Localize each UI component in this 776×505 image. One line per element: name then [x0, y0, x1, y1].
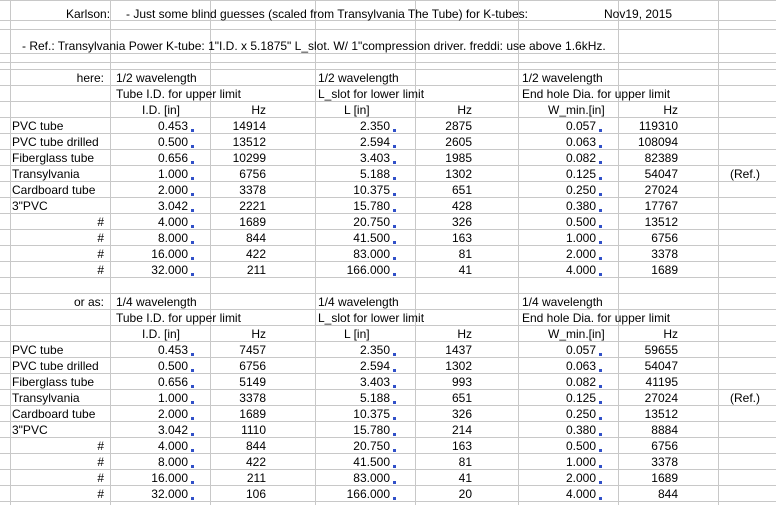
cell-comment-indicator	[599, 129, 602, 132]
value-cell[interactable]: 1.000	[157, 167, 188, 181]
cell-comment-indicator	[191, 177, 194, 180]
hz-cell[interactable]: 54047	[644, 359, 678, 373]
row-label[interactable]: 3"PVC	[12, 199, 48, 213]
row-label[interactable]: Fiberglass tube	[12, 151, 95, 165]
value-cell[interactable]: 16.000	[151, 471, 188, 485]
row-label[interactable]: PVC tube drilled	[12, 135, 99, 149]
cell-comment-indicator	[191, 241, 194, 244]
value-cell[interactable]: 2.350	[359, 119, 390, 133]
group-title[interactable]: 1/4 wavelength	[318, 295, 399, 309]
cell-comment-indicator	[191, 417, 194, 420]
cell-comment-indicator	[599, 273, 602, 276]
date-cell[interactable]: Nov19, 2015	[604, 7, 673, 21]
value-cell[interactable]: 0.057	[565, 343, 596, 357]
hz-cell[interactable]: 163	[451, 231, 472, 245]
value-column-header[interactable]: L [in]	[344, 103, 370, 117]
value-cell[interactable]: 0.380	[565, 423, 596, 437]
row-label[interactable]: Transylvania	[12, 391, 80, 405]
hz-cell[interactable]: 326	[451, 215, 472, 229]
hz-cell[interactable]: 41195	[645, 375, 678, 389]
value-cell[interactable]: 2.000	[157, 183, 188, 197]
hz-cell[interactable]: 3378	[239, 391, 266, 405]
cell-comment-indicator	[599, 465, 602, 468]
group-title[interactable]: 1/2 wavelength	[116, 71, 197, 85]
cell-comment-indicator	[393, 161, 396, 164]
row-label[interactable]: Transylvania	[12, 167, 80, 181]
hz-cell[interactable]: 1302	[445, 359, 472, 373]
value-cell[interactable]: 1.000	[565, 455, 596, 469]
hz-cell[interactable]: 81	[458, 455, 472, 469]
hz-cell[interactable]: 106	[245, 487, 266, 501]
hz-cell[interactable]: 13512	[644, 407, 678, 421]
cell-comment-indicator	[599, 449, 602, 452]
cell-comment-indicator	[393, 241, 396, 244]
value-cell[interactable]: 41.500	[353, 231, 390, 245]
value-cell[interactable]: 2.000	[565, 471, 596, 485]
value-cell[interactable]: 2.594	[359, 359, 390, 373]
hz-cell[interactable]: 13512	[644, 215, 678, 229]
hz-cell[interactable]: 20	[458, 487, 472, 501]
row-label[interactable]: #	[97, 231, 104, 245]
row-label[interactable]: #	[97, 263, 104, 277]
group-subtitle[interactable]: L_slot for lower limit	[318, 87, 425, 101]
cell-comment-indicator	[599, 177, 602, 180]
value-cell[interactable]: 15.780	[353, 199, 390, 213]
hz-cell[interactable]: 7457	[239, 343, 266, 357]
cell-comment-indicator	[599, 369, 602, 372]
value-cell[interactable]: 0.057	[565, 119, 596, 133]
value-column-header[interactable]: W_min.[in]	[548, 103, 605, 117]
cell-comment-indicator	[599, 385, 602, 388]
cell-comment-indicator	[191, 209, 194, 212]
hz-cell[interactable]: 1437	[445, 343, 472, 357]
hz-cell[interactable]: 651	[451, 183, 472, 197]
cell-comment-indicator	[393, 417, 396, 420]
value-cell[interactable]: 1.000	[157, 391, 188, 405]
value-cell[interactable]: 8.000	[157, 231, 188, 245]
cell-comment-indicator	[393, 465, 396, 468]
hz-cell[interactable]: 422	[245, 247, 266, 261]
value-cell[interactable]: 83.000	[353, 471, 390, 485]
hz-cell[interactable]: 844	[245, 439, 266, 453]
value-cell[interactable]: 0.063	[565, 135, 596, 149]
hz-cell[interactable]: 1689	[239, 215, 266, 229]
cell-comment-indicator	[393, 225, 396, 228]
row-label[interactable]: #	[97, 471, 104, 485]
hz-cell[interactable]: 54047	[644, 167, 678, 181]
hz-cell[interactable]: 2605	[445, 135, 472, 149]
row-label[interactable]: 3"PVC	[12, 423, 48, 437]
hz-cell[interactable]: 8884	[651, 423, 678, 437]
value-cell[interactable]: 32.000	[151, 263, 188, 277]
hz-cell[interactable]: 1689	[651, 471, 678, 485]
group-subtitle[interactable]: End hole Dia. for upper limit	[522, 311, 671, 325]
cell-comment-indicator	[191, 273, 194, 276]
hz-cell[interactable]: 59655	[644, 343, 678, 357]
value-cell[interactable]: 4.000	[565, 487, 596, 501]
cell-comment-indicator	[191, 193, 194, 196]
cell-comment-indicator	[599, 401, 602, 404]
column-gridline	[718, 0, 719, 505]
row-label[interactable]: #	[97, 439, 104, 453]
value-cell[interactable]: 5.188	[359, 167, 390, 181]
cell-comment-indicator	[191, 353, 194, 356]
hz-cell[interactable]: 41	[458, 263, 472, 277]
value-cell[interactable]: 0.250	[565, 183, 596, 197]
cell-comment-indicator	[191, 433, 194, 436]
row-label[interactable]: Cardboard tube	[12, 407, 96, 421]
cell-comment-indicator	[393, 369, 396, 372]
hz-cell[interactable]: 27024	[644, 391, 678, 405]
hz-cell[interactable]: 6756	[239, 359, 266, 373]
value-cell[interactable]: 20.750	[353, 215, 390, 229]
cell-comment-indicator	[599, 145, 602, 148]
value-cell[interactable]: 10.375	[353, 407, 390, 421]
value-cell[interactable]: 0.082	[565, 151, 596, 165]
value-cell[interactable]: 0.500	[157, 359, 188, 373]
value-cell[interactable]: 16.000	[151, 247, 188, 261]
row-label[interactable]: Fiberglass tube	[12, 375, 95, 389]
value-cell[interactable]: 3.403	[359, 375, 390, 389]
cell-comment-indicator	[191, 481, 194, 484]
value-cell[interactable]: 0.250	[565, 407, 596, 421]
note-cell[interactable]: - Just some blind guesses (scaled from Transylvania The Tube) for K-tubes:	[126, 7, 528, 21]
value-cell[interactable]: 15.780	[353, 423, 390, 437]
value-cell[interactable]: 0.453	[157, 119, 188, 133]
hz-column-header[interactable]: Hz	[457, 103, 472, 117]
row-label[interactable]: PVC tube	[12, 343, 64, 357]
value-cell[interactable]: 8.000	[157, 455, 188, 469]
cell-comment-indicator	[191, 257, 194, 260]
group-subtitle[interactable]: Tube I.D. for upper limit	[116, 311, 241, 325]
hz-column-header[interactable]: Hz	[251, 103, 266, 117]
group-subtitle[interactable]: Tube I.D. for upper limit	[116, 87, 241, 101]
hz-cell[interactable]: 6756	[651, 231, 678, 245]
hz-cell[interactable]: 14914	[232, 119, 266, 133]
row-label[interactable]: #	[97, 247, 104, 261]
value-cell[interactable]: 4.000	[157, 215, 188, 229]
column-gridline	[110, 0, 111, 505]
column-gridline	[518, 0, 519, 505]
hz-cell[interactable]: 10299	[232, 151, 266, 165]
hz-cell[interactable]: 41	[458, 471, 472, 485]
hz-cell[interactable]: 3378	[239, 183, 266, 197]
hz-cell[interactable]: 3378	[651, 455, 678, 469]
row-label[interactable]: #	[97, 215, 104, 229]
cell-comment-indicator	[393, 273, 396, 276]
row-label[interactable]: Cardboard tube	[12, 183, 96, 197]
value-cell[interactable]: 5.188	[359, 391, 390, 405]
value-cell[interactable]: 2.000	[157, 407, 188, 421]
cell-comment-indicator	[599, 497, 602, 500]
value-column-header[interactable]: I.D. [in]	[142, 103, 181, 117]
value-cell[interactable]: 0.500	[157, 135, 188, 149]
hz-cell[interactable]: 163	[451, 439, 472, 453]
cell-comment-indicator	[191, 225, 194, 228]
cell-comment-indicator	[191, 161, 194, 164]
cell-comment-indicator	[599, 193, 602, 196]
cell-comment-indicator	[393, 257, 396, 260]
value-cell[interactable]: 0.125	[565, 391, 596, 405]
value-cell[interactable]: 2.594	[359, 135, 390, 149]
group-subtitle[interactable]: End hole Dia. for upper limit	[522, 87, 671, 101]
cell-comment-indicator	[393, 401, 396, 404]
cell-comment-indicator	[393, 449, 396, 452]
row-label[interactable]: #	[97, 455, 104, 469]
hz-cell[interactable]: 2221	[239, 199, 266, 213]
hz-cell[interactable]: 17767	[644, 199, 678, 213]
value-cell[interactable]: 1.000	[565, 231, 596, 245]
cell-comment-indicator	[191, 465, 194, 468]
hz-cell[interactable]: 1302	[445, 167, 472, 181]
hz-cell[interactable]: 82389	[644, 151, 678, 165]
hz-cell[interactable]: 3378	[651, 247, 678, 261]
row-label[interactable]: PVC tube drilled	[12, 359, 99, 373]
hz-column-header[interactable]: Hz	[663, 103, 678, 117]
hz-cell[interactable]: 1985	[445, 151, 472, 165]
hz-cell[interactable]: 651	[451, 391, 472, 405]
hz-cell[interactable]: 2875	[445, 119, 472, 133]
cell-comment-indicator	[393, 497, 396, 500]
row-gridline	[0, 62, 776, 63]
value-cell[interactable]: 0.656	[157, 151, 188, 165]
hz-cell[interactable]: 428	[451, 199, 472, 213]
cell-comment-indicator	[393, 145, 396, 148]
value-cell[interactable]: 4.000	[565, 263, 596, 277]
value-cell[interactable]: 0.125	[565, 167, 596, 181]
hz-cell[interactable]: 27024	[644, 183, 678, 197]
value-cell[interactable]: 10.375	[353, 183, 390, 197]
cell-comment-indicator	[191, 449, 194, 452]
group-title[interactable]: 1/2 wavelength	[318, 71, 399, 85]
group-title[interactable]: 1/4 wavelength	[522, 295, 603, 309]
cell-comment-indicator	[191, 369, 194, 372]
group-subtitle[interactable]: L_slot for lower limit	[318, 311, 425, 325]
cell-comment-indicator	[393, 177, 396, 180]
row-gridline	[0, 0, 776, 1]
cell-comment-indicator	[393, 481, 396, 484]
value-cell[interactable]: 0.380	[565, 199, 596, 213]
cell-comment-indicator	[191, 401, 194, 404]
value-cell[interactable]: 3.403	[359, 151, 390, 165]
hz-column-header[interactable]: Hz	[457, 327, 472, 341]
hz-column-header[interactable]: Hz	[663, 327, 678, 341]
hz-cell[interactable]: 1689	[239, 407, 266, 421]
cell-comment-indicator	[599, 209, 602, 212]
cell-comment-indicator	[599, 257, 602, 260]
cell-comment-indicator	[393, 209, 396, 212]
hz-cell[interactable]: 13512	[232, 135, 266, 149]
value-cell[interactable]: 2.000	[565, 247, 596, 261]
value-cell[interactable]: 0.500	[565, 215, 596, 229]
author-cell[interactable]: Karlson:	[66, 7, 111, 21]
cell-comment-indicator	[599, 433, 602, 436]
value-cell[interactable]: 0.082	[565, 375, 596, 389]
hz-cell[interactable]: 422	[245, 455, 266, 469]
cell-comment-indicator	[599, 481, 602, 484]
hz-cell[interactable]: 844	[657, 487, 678, 501]
hz-cell[interactable]: 844	[245, 231, 266, 245]
row-gridline	[0, 29, 776, 30]
value-cell[interactable]: 0.453	[157, 343, 188, 357]
group-title[interactable]: 1/2 wavelength	[522, 71, 603, 85]
cell-comment-indicator	[599, 241, 602, 244]
cell-comment-indicator	[599, 225, 602, 228]
value-cell[interactable]: 83.000	[353, 247, 390, 261]
cell-comment-indicator	[393, 433, 396, 436]
cell-comment-indicator	[599, 353, 602, 356]
hz-cell[interactable]: 1110	[241, 423, 266, 437]
section-label[interactable]: or as:	[73, 295, 104, 309]
ref-note[interactable]: (Ref.)	[730, 391, 760, 405]
value-cell[interactable]: 166.000	[346, 263, 390, 277]
value-cell[interactable]: 2.350	[359, 343, 390, 357]
hz-cell[interactable]: 1689	[651, 263, 678, 277]
column-gridline	[10, 0, 11, 505]
value-cell[interactable]: 41.500	[353, 455, 390, 469]
cell-comment-indicator	[191, 497, 194, 500]
hz-cell[interactable]: 211	[246, 471, 266, 485]
hz-cell[interactable]: 326	[451, 407, 472, 421]
value-cell[interactable]: 166.000	[346, 487, 390, 501]
value-cell[interactable]: 32.000	[151, 487, 188, 501]
hz-cell[interactable]: 6756	[651, 439, 678, 453]
cell-comment-indicator	[393, 353, 396, 356]
hz-cell[interactable]: 108094	[637, 135, 678, 149]
hz-cell[interactable]: 119310	[638, 119, 678, 133]
row-label[interactable]: PVC tube	[12, 119, 64, 133]
ref-note[interactable]: (Ref.)	[730, 167, 760, 181]
cell-comment-indicator	[393, 193, 396, 196]
value-column-header[interactable]: W_min.[in]	[548, 327, 605, 341]
row-label[interactable]: #	[97, 487, 104, 501]
hz-cell[interactable]: 993	[451, 375, 472, 389]
hz-cell[interactable]: 214	[451, 423, 472, 437]
cell-comment-indicator	[191, 145, 194, 148]
reference-cell[interactable]: - Ref.: Transylvania Power K-tube: 1"I.D. x 5.1875" L_slot. W/ 1"compression driver. freddi: use above 1.6kHz.	[22, 39, 606, 53]
hz-column-header[interactable]: Hz	[251, 327, 266, 341]
cell-comment-indicator	[191, 385, 194, 388]
cell-comment-indicator	[599, 417, 602, 420]
value-cell[interactable]: 3.042	[157, 199, 188, 213]
cell-comment-indicator	[393, 385, 396, 388]
hz-cell[interactable]: 211	[246, 263, 266, 277]
section-label[interactable]: here:	[76, 71, 104, 85]
cell-comment-indicator	[191, 129, 194, 132]
hz-cell[interactable]: 81	[458, 247, 472, 261]
value-cell[interactable]: 0.500	[565, 439, 596, 453]
value-cell[interactable]: 3.042	[157, 423, 188, 437]
hz-cell[interactable]: 6756	[239, 167, 266, 181]
cell-comment-indicator	[599, 161, 602, 164]
column-gridline	[315, 0, 316, 505]
cell-comment-indicator	[393, 129, 396, 132]
group-title[interactable]: 1/4 wavelength	[116, 295, 197, 309]
value-cell[interactable]: 0.063	[565, 359, 596, 373]
hz-cell[interactable]: 5149	[239, 375, 266, 389]
value-column-header[interactable]: I.D. [in]	[142, 327, 181, 341]
value-cell[interactable]: 0.656	[157, 375, 188, 389]
value-cell[interactable]: 4.000	[157, 439, 188, 453]
value-cell[interactable]: 20.750	[353, 439, 390, 453]
value-column-header[interactable]: L [in]	[344, 327, 370, 341]
